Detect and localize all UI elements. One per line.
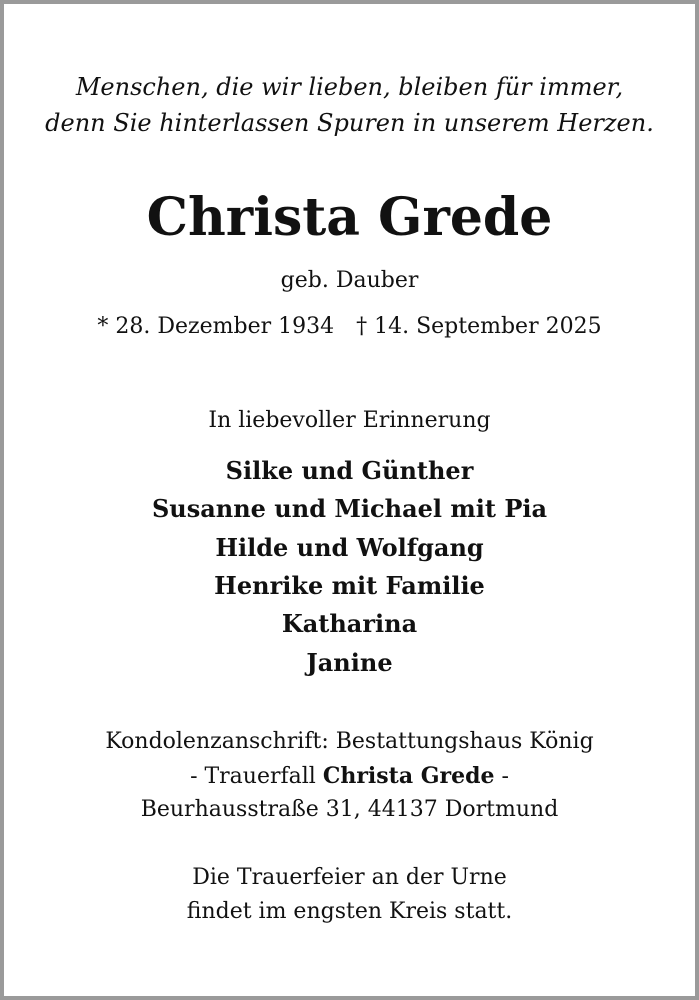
mourner-line: Hilde und Wolfgang: [215, 533, 484, 562]
birth-name: geb. Dauber: [280, 268, 419, 293]
condolence-address-line-2: [4, 760, 695, 793]
deceased-name: Christa Grede: [146, 187, 553, 248]
motto-line-2: denn Sie hinterlassen Spuren in unserem Herzen.: [45, 109, 654, 137]
motto-line-1: Menschen, die wir lieben, bleiben für immer,: [75, 73, 624, 101]
ceremony-line-2: findet im engsten Kreis statt.: [186, 899, 513, 924]
birth-date: * 28. Dezember 1934: [97, 314, 335, 339]
mourner-line: Susanne und Michael mit Pia: [151, 494, 548, 523]
life-dates: [4, 312, 695, 342]
condolence-address-line-1: Kondolenzanschrift: Bestattungshaus König: [105, 729, 594, 754]
mourner-line: Katharina: [281, 609, 418, 638]
condolence-prefix: - Trauerfall: [190, 764, 323, 789]
remembrance-intro: In liebevoller Erinnerung: [208, 408, 491, 433]
condolence-address-line-3: Beurhausstraße 31, 44137 Dortmund: [140, 797, 559, 822]
mourner-line: Silke und Günther: [225, 456, 474, 485]
ceremony-line-1: Die Trauerfeier an der Urne: [192, 865, 507, 890]
death-date: † 14. September 2025: [356, 314, 602, 339]
mourner-line: Henrike mit Familie: [214, 571, 485, 600]
condolence-deceased-name: Christa Grede: [322, 763, 495, 789]
mourner-line: Janine: [306, 648, 393, 677]
condolence-suffix: -: [494, 764, 509, 789]
